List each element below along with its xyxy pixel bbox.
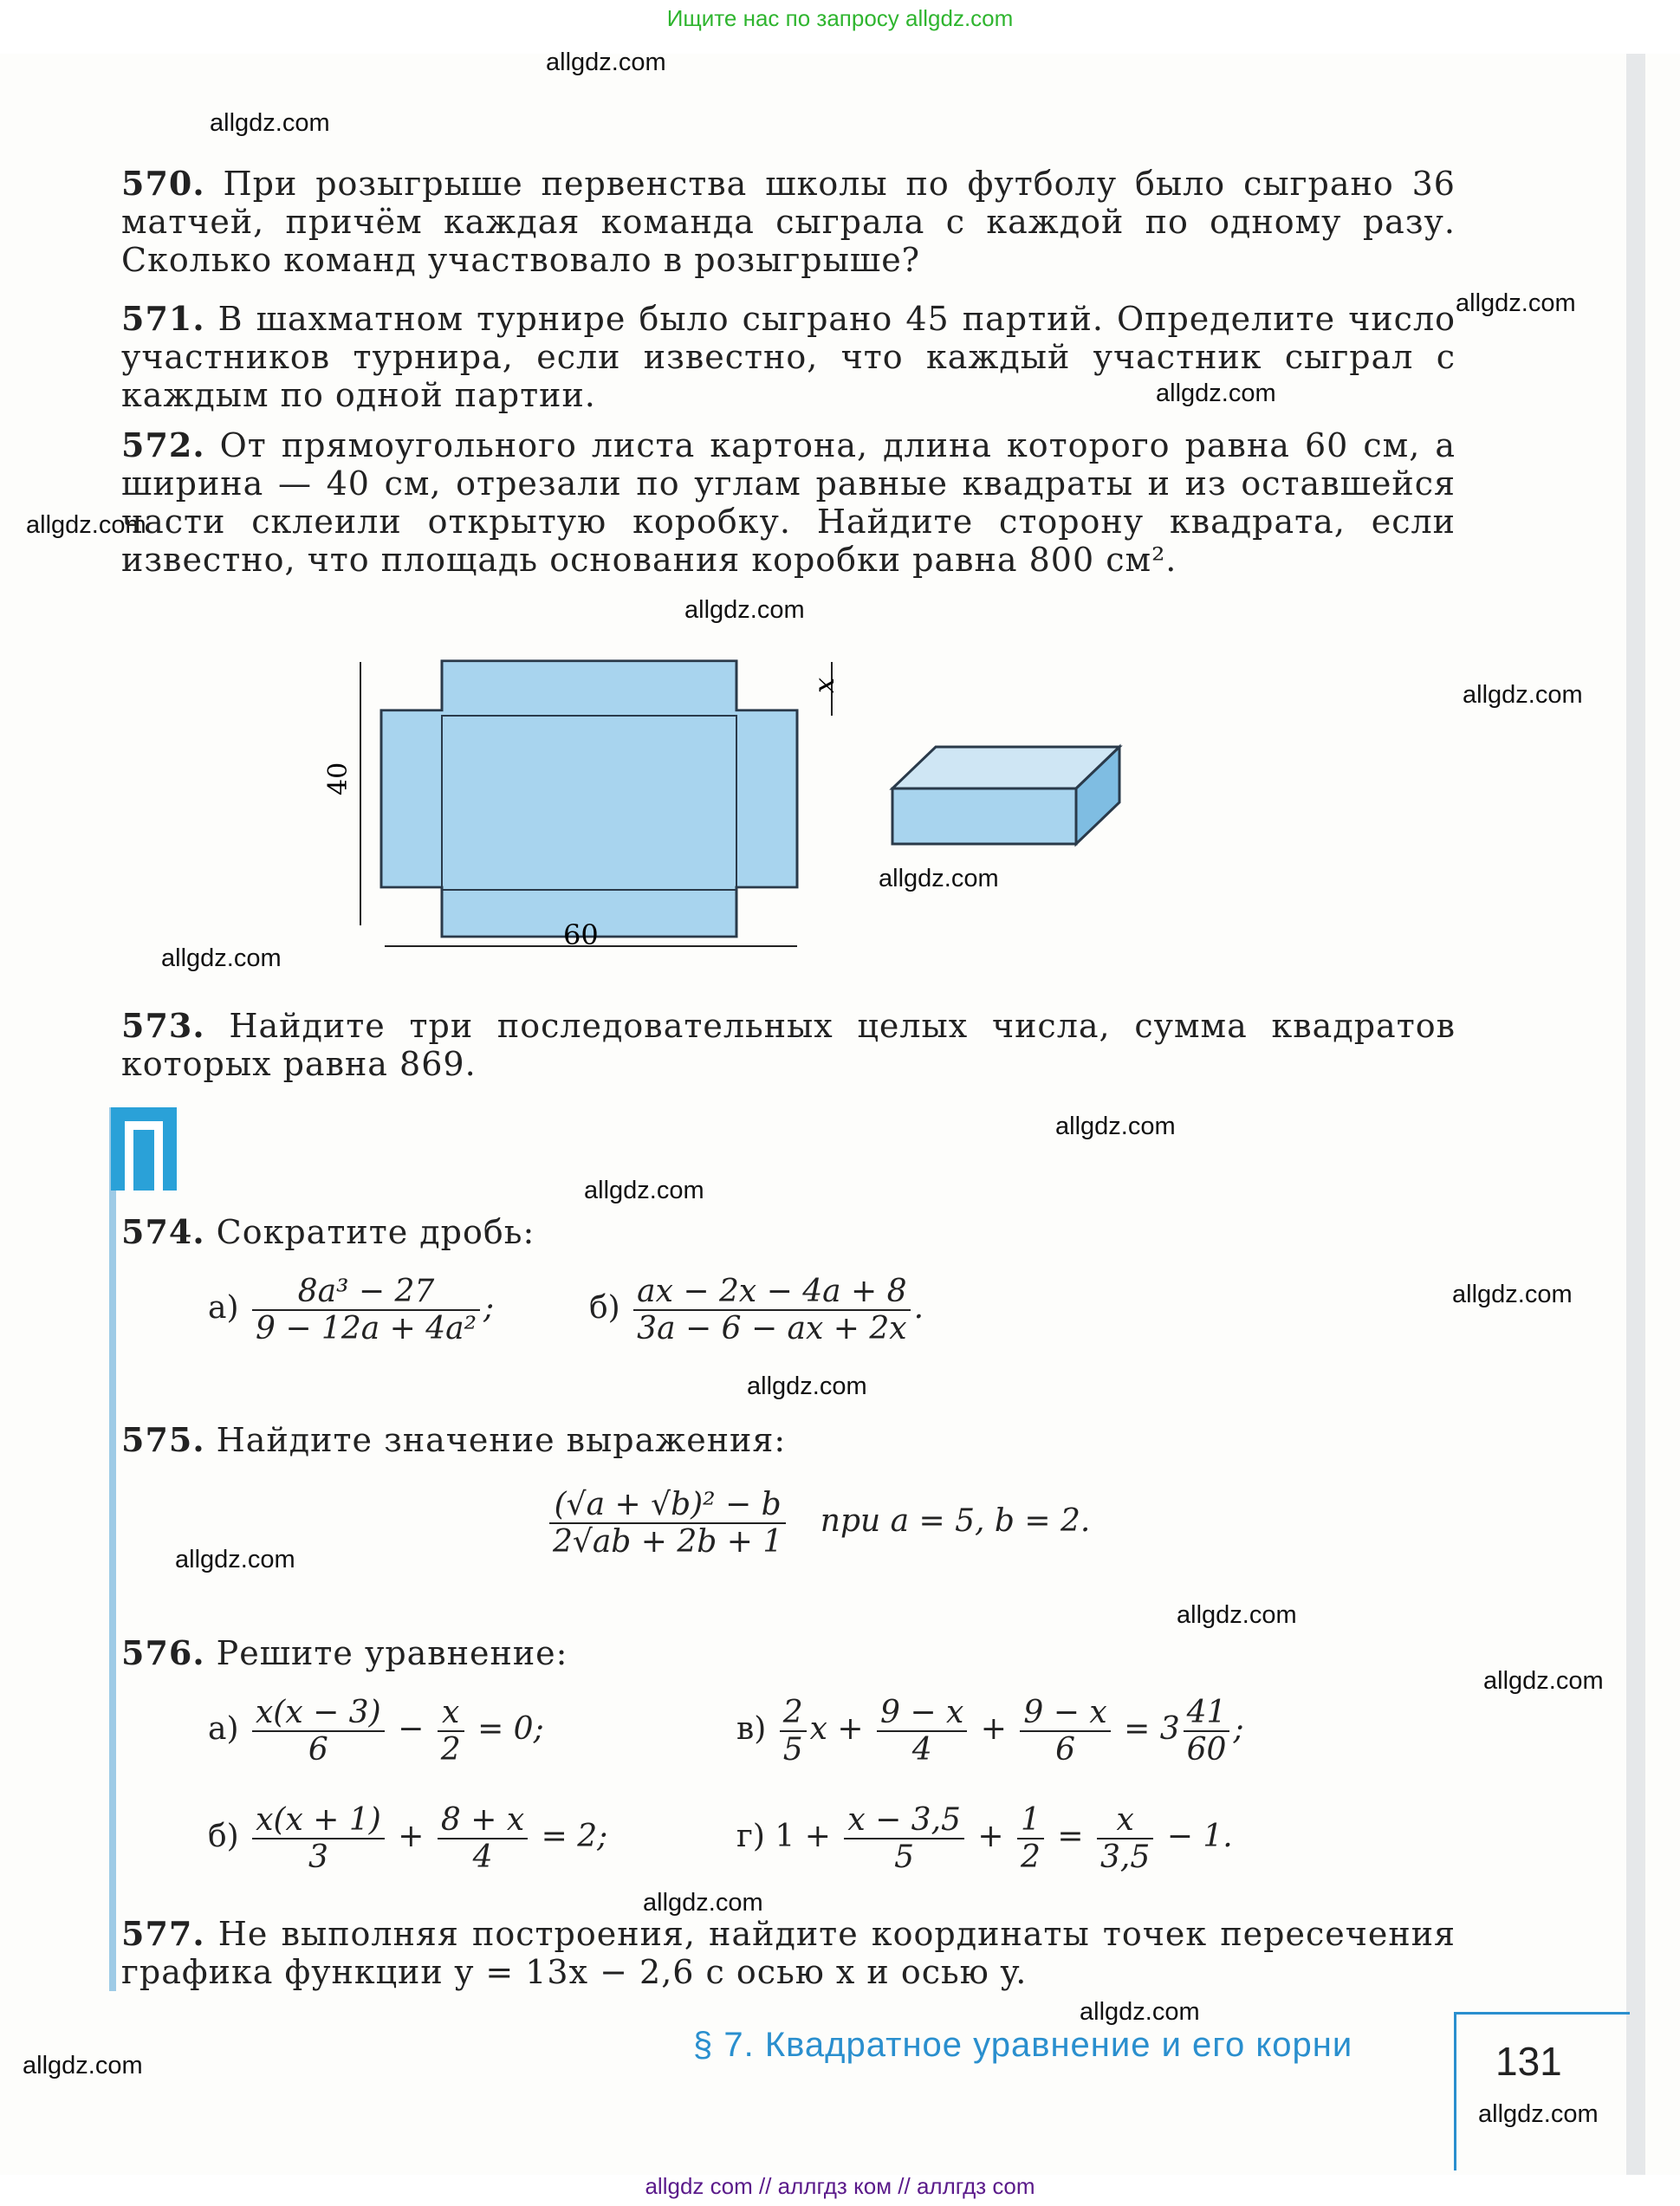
problem-576 bbox=[121, 1634, 1456, 1672]
box-net-figure bbox=[323, 659, 1265, 970]
condition: при a = 5, b = 2. bbox=[820, 1503, 1091, 1539]
fraction: $\frac{\text{8a³ − 27}}{\text{9 − 12a + 4a²}}$ bbox=[252, 1274, 480, 1346]
watermark: allgdz.com bbox=[1456, 289, 1576, 317]
cut-label: x bbox=[808, 677, 840, 693]
item-label: а) bbox=[208, 1290, 239, 1326]
repeat-section-bar bbox=[109, 1107, 116, 1991]
problem-number: 570. bbox=[121, 164, 205, 203]
fraction: $\frac{\text{(√a + √b)² − b}}{2√ab + 2b + 1}$ bbox=[549, 1487, 786, 1560]
problem-number: 576. bbox=[121, 1633, 205, 1672]
p576-a: а) $\frac{x(x - 3)}{6}$ − $\frac{x}{2}$ = 0; bbox=[208, 1695, 544, 1768]
problem-text: От прямоугольного листа картона, длина которого равна 60 см, а ширина — 40 см, отрезали по углам равные квадраты и из оставшейся части склеили открытую коробку. Найдите сторону квадрата, если известно, что площадь основания коробки равна 800 см². bbox=[121, 426, 1456, 579]
problem-text: Сократите дробь: bbox=[216, 1213, 535, 1251]
problem-572 bbox=[121, 426, 1456, 579]
section-title: § 7. Квадратное уравнение и его корни bbox=[693, 2026, 1353, 2064]
watermark: allgdz.com bbox=[1483, 1667, 1604, 1695]
page-gutter bbox=[1626, 54, 1645, 2175]
problem-number: 575. bbox=[121, 1420, 205, 1459]
page-number-box bbox=[1454, 2012, 1630, 2170]
p575-expr bbox=[546, 1487, 1090, 1560]
problem-text: Решите уравнение: bbox=[216, 1634, 568, 1672]
watermark: allgdz.com bbox=[1463, 681, 1583, 709]
problem-574 bbox=[121, 1213, 1456, 1251]
p574-b: б) $\frac{ax - 2x - 4a + 8}{3a - 6 - ax + 2x}$ . bbox=[589, 1274, 924, 1346]
watermark: allgdz.com bbox=[26, 511, 146, 539]
problem-577 bbox=[121, 1915, 1456, 1991]
p574-a: а) $\frac{\text{8a³ − 27}}{\text{9 − 12a + 4a²}}$ ; bbox=[208, 1274, 495, 1346]
item-label: б) bbox=[589, 1290, 620, 1326]
problem-text: В шахматном турнире было сыграно 45 партий. Определите число участников турнира, если известно, что каждый участник сыграл с каждым по одной партии. bbox=[121, 300, 1456, 414]
cardboard-net bbox=[381, 661, 797, 937]
watermark: allgdz.com bbox=[1156, 380, 1276, 407]
watermark: allgdz.com bbox=[175, 1546, 295, 1573]
watermark: allgdz.com bbox=[210, 109, 330, 137]
watermark: allgdz.com bbox=[879, 865, 999, 892]
problem-text: Не выполняя построения, найдите координаты точек пересечения графика функции y = 13x − 2,6 с осью x и осью y. bbox=[121, 1915, 1456, 1991]
problem-text: Найдите три последовательных целых числа, сумма квадратов которых равна 869. bbox=[121, 1007, 1456, 1083]
watermark: allgdz.com bbox=[1177, 1601, 1297, 1629]
watermark: allgdz.com bbox=[1055, 1113, 1176, 1140]
p576-b: б) $\frac{x(x + 1)}{3}$ + $\frac{8 + x}{4}$ = 2; bbox=[208, 1802, 608, 1875]
height-label: 40 bbox=[323, 762, 354, 795]
p576-v: в) $\frac{2}{5}$ x + $\frac{9 - x}{4}$ + $\frac{9 - x}{6}$ = 3 $\frac{41}{60}$ ; bbox=[736, 1695, 1244, 1768]
watermark: allgdz.com bbox=[684, 596, 805, 624]
p576-g: г) 1 + $\frac{x - 3,5}{5}$ + $\frac{1}{2}$ = $\frac{x}{3,5}$ − 1. bbox=[736, 1802, 1233, 1875]
top-banner[interactable]: Ищите нас по запросу allgdz.com bbox=[666, 5, 1014, 31]
repeat-section-icon bbox=[111, 1107, 177, 1191]
watermark: allgdz.com bbox=[546, 49, 666, 76]
problem-number: 572. bbox=[121, 425, 205, 464]
watermark: allgdz.com bbox=[747, 1372, 867, 1400]
watermark: allgdz.com bbox=[161, 944, 282, 972]
problem-number: 574. bbox=[121, 1212, 205, 1251]
watermark: allgdz.com bbox=[23, 2052, 143, 2079]
watermark: allgdz.com bbox=[584, 1177, 704, 1204]
watermark: allgdz.com bbox=[1452, 1281, 1573, 1308]
problem-number: 571. bbox=[121, 299, 205, 338]
bottom-banner[interactable]: allgdz com // аллгдз ком // аллгдз com bbox=[645, 2173, 1035, 2199]
watermark: allgdz.com bbox=[643, 1889, 763, 1917]
width-label: 60 bbox=[563, 918, 599, 951]
problem-575 bbox=[121, 1421, 1456, 1459]
problem-570 bbox=[121, 165, 1456, 279]
page-number: 131 bbox=[1495, 2039, 1562, 2084]
problem-text: При розыгрыше первенства школы по футболу было сыграно 36 матчей, причём каждая команда сыграла с каждой по одному разу. Сколько команд участвовало в розыгрыше? bbox=[121, 165, 1456, 279]
problem-text: Найдите значение выражения: bbox=[216, 1421, 787, 1459]
problem-571 bbox=[121, 300, 1456, 414]
problem-number: 573. bbox=[121, 1006, 205, 1045]
watermark: allgdz.com bbox=[1080, 1998, 1200, 2026]
problem-number: 577. bbox=[121, 1914, 205, 1953]
watermark: allgdz.com bbox=[1478, 2100, 1599, 2128]
box-front bbox=[892, 788, 1076, 844]
fraction: $\frac{ax - 2x - 4a + 8}{3a - 6 - ax + 2x}$ bbox=[633, 1274, 910, 1346]
problem-573 bbox=[121, 1007, 1456, 1083]
